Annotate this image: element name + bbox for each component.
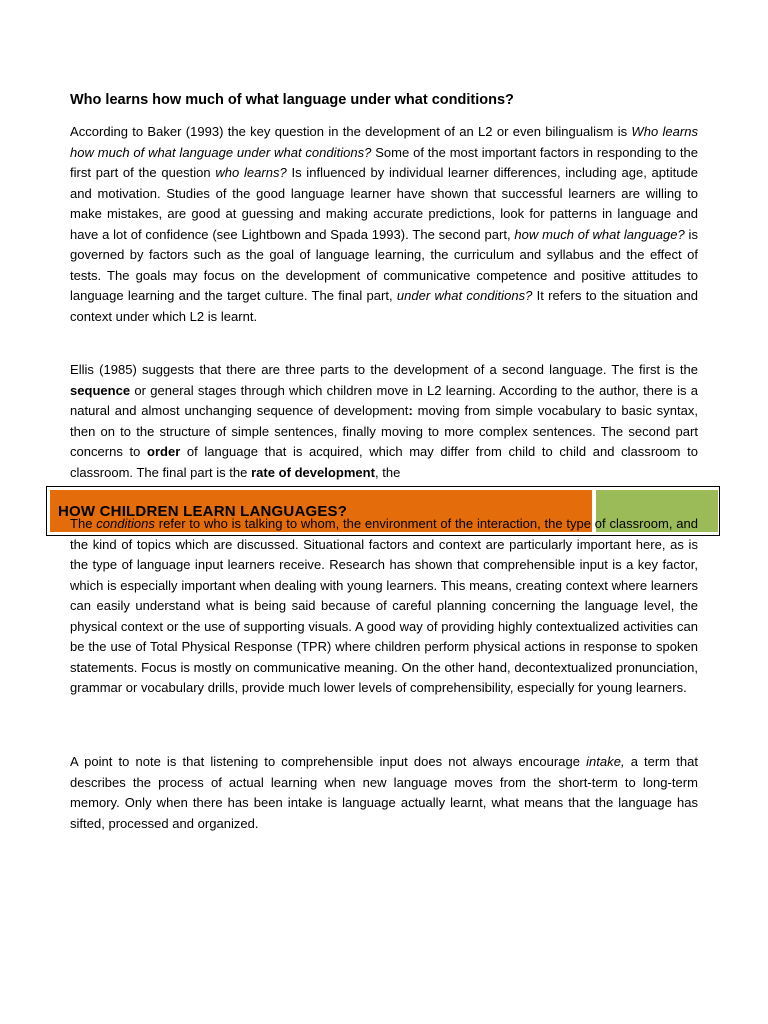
p2-term-rate: rate of development xyxy=(251,464,375,480)
p3-term-conditions: conditions xyxy=(96,516,155,531)
p3-text-1: The xyxy=(70,516,97,531)
p2-text-3: moving from simple vocabulary to basic syntax, then on to the structure of simple sentences, finally moving to more complex sentences. The second part concerns to xyxy=(70,403,698,459)
p1-question-4: under what conditions? xyxy=(396,288,533,303)
p2-text-1: Ellis (1985) suggests that there are three parts to the development of a second language. The first is the xyxy=(70,362,698,377)
p1-question-1: Who learns how much of what language under what conditions? xyxy=(70,124,699,160)
p1-text-3: Is influenced by individual learner differences, including age, aptitude and motivation. Studies of the good language learner have shown that successful learners are willing to make mistakes, are good at guessing and making accurate predictions, look for patterns in language and have a lot of confidence (see Lightbown and Spada 1993). The second part, xyxy=(70,165,698,242)
paragraph-conditions xyxy=(70,514,698,699)
p1-text-4: is governed by factors such as the goal of language learning, the curriculum and syllabus and the effect of tests. The goals may focus on the development of communicative competence and positive attitudes to language learning and the target culture. The final part, xyxy=(70,226,698,303)
p1-text-5: It refers to the situation and context under which L2 is learnt. xyxy=(70,288,698,324)
p1-question-2: who learns? xyxy=(215,165,287,180)
p2-term-order: order xyxy=(146,444,181,459)
p4-text-1: A point to note is that listening to comprehensible input does not always encourage xyxy=(70,754,587,769)
banner-title: HOW CHILDREN LEARN LANGUAGES? xyxy=(58,503,348,520)
p4-term-intake: intake, xyxy=(586,754,625,769)
p3-text-2: refer to who is talking to whom, the environment of the interaction, the type of classroom, and the kind of topics which are discussed. Situational factors and context are particularly important here, as is the type of language input learners receive. Research has shown that comprehensible input is a key factor, which is especially important when dealing with young learners. This means, creating context where learners can easily understand what is being said because of careful planning concerning the language level, the physical context or the use of supporting visuals. A good way of providing highly contextualized activities can be the use of Total Physical Response (TPR) where children perform physical actions in response to spoken statements. Focus is mostly on communicative meaning. On the other hand, decontextualized pronunciation, grammar or vocabulary drills, provide much lower levels of comprehensibility, especially for young learners. xyxy=(70,516,698,695)
p2-text-5: , the xyxy=(374,464,401,480)
p2-colon: : xyxy=(408,403,413,418)
paragraph-intake xyxy=(70,752,698,834)
p2-term-sequence: sequence xyxy=(70,382,131,398)
paragraph-baker xyxy=(70,122,698,327)
p1-text-2: Some of the most important factors in responding to the first part of the question xyxy=(70,144,699,180)
paragraph-ellis xyxy=(70,360,698,483)
section-heading: Who learns how much of what language under what conditions? xyxy=(70,92,514,108)
p4-text-2: a term that describes the process of actual learning when new language moves from the short-term to long-term memory. Only when there has been intake is language actually learnt, what means that the language has sifted, processed and organized. xyxy=(70,754,698,831)
p1-text-1: According to Baker (1993) the key question in the development of an L2 or even bilingualism is xyxy=(70,124,632,139)
p2-text-2: or general stages through which children move in L2 learning. According to the author, there is a natural and almost unchanging sequence of development xyxy=(70,382,698,418)
p1-question-3: how much of what language? xyxy=(514,226,685,242)
p2-text-4: of language that is acquired, which may differ from child to child and classroom to classroom. The final part is the xyxy=(70,444,698,480)
